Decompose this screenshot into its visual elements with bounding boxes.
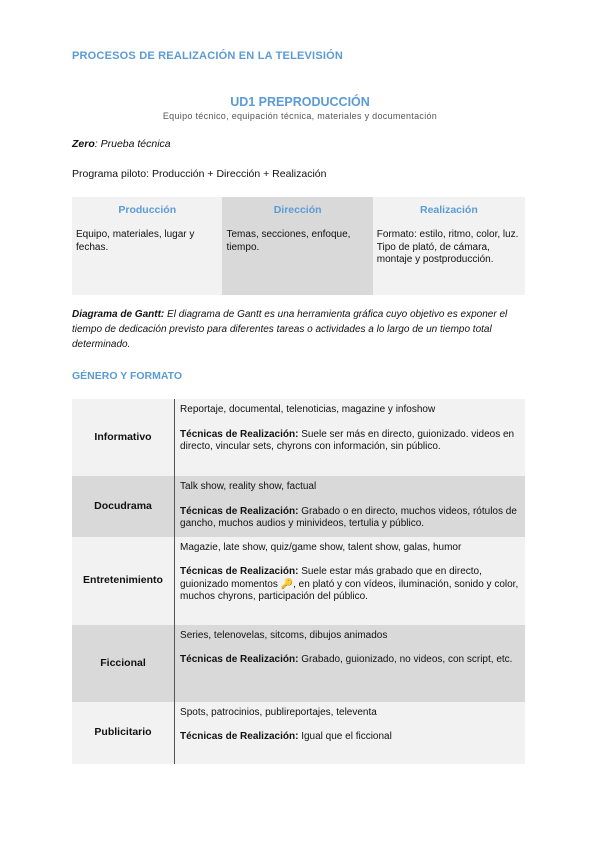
genre-heading: GÉNERO Y FORMATO — [72, 370, 183, 382]
gantt-definition — [72, 307, 532, 352]
zero-label: Zero — [72, 138, 95, 150]
roles-cell-produccion: Equipo, materiales, lugar y fechas. — [72, 223, 222, 295]
genre-techniques — [180, 506, 519, 531]
genre-techniques — [180, 731, 519, 744]
genre-description — [175, 702, 525, 764]
key-icon: 🔑 — [280, 578, 294, 590]
techniques-label: Técnicas de Realización: — [180, 566, 299, 577]
unit-subtitle: Equipo técnico, equipación técnica, materiales y documentación — [162, 111, 438, 121]
genre-name: Informativo — [94, 431, 152, 444]
genre-techniques — [180, 566, 519, 604]
gantt-text: El diagrama de Gantt es una herramienta gráfica cuyo objetivo es exponer el tiempo de dedicación previsto para diferentes tareas o actividades a lo largo de un tiempo total determinado. — [72, 309, 508, 350]
genre-formats: Talk show, reality show, factual — [180, 481, 317, 492]
genre-description — [175, 399, 525, 476]
techniques-text: , en plató y con vídeos, iluminación, sonido y color, muchos chyrons, participación del público. — [180, 578, 519, 602]
techniques-label: Técnicas de Realización: — [180, 428, 299, 440]
roles-header-direccion: Dirección — [222, 197, 372, 223]
roles-table — [72, 197, 525, 295]
table-row — [72, 702, 525, 764]
techniques-label: Técnicas de Realización: — [180, 505, 299, 517]
zero-text: : Prueba técnica — [94, 138, 171, 150]
gantt-label: Diagrama de Gantt: — [72, 309, 165, 320]
table-row — [72, 476, 525, 537]
genre-techniques — [180, 429, 519, 454]
pilot-program: Programa piloto: Producción + Dirección + Realización — [72, 168, 327, 180]
genre-table — [72, 399, 525, 764]
roles-header-realizacion: Realización — [373, 197, 525, 223]
techniques-text: Igual que el ficcional — [298, 731, 392, 742]
table-row — [72, 625, 525, 702]
techniques-text: Suele ser más en directo, guionizado. videos en directo, vincular sets, chyrons con información, sin público. — [180, 428, 515, 452]
genre-formats: Series, telenovelas, sitcoms, dibujos animados — [180, 629, 388, 641]
genre-description — [175, 537, 525, 625]
genre-name: Entretenimiento — [83, 574, 163, 587]
genre-description — [175, 476, 525, 537]
roles-header-produccion: Producción — [72, 197, 222, 223]
roles-cell-direccion: Temas, secciones, enfoque, tiempo. — [222, 223, 372, 295]
techniques-label: Técnicas de Realización: — [180, 731, 299, 742]
genre-formats: Magazie, late show, quiz/game show, talent show, galas, humor — [180, 541, 462, 553]
course-title: PROCESOS DE REALIZACIÓN EN LA TELEVISIÓN — [72, 50, 344, 62]
techniques-text: Grabado, guionizado, no videos, con script, etc. — [298, 654, 513, 665]
genre-formats: Reportaje, documental, telenoticias, magazine y infoshow — [180, 404, 436, 415]
genre-name: Ficcional — [100, 656, 146, 669]
techniques-text: Grabado o en directo, muchos videos, rótulos de gancho, muchos audios y minivideos, tertulia y público. — [180, 505, 517, 529]
table-row — [72, 537, 525, 625]
genre-techniques — [180, 654, 519, 667]
techniques-text: Suele estar más grabado que en directo, guionizado momentos — [180, 566, 482, 590]
genre-formats: Spots, patrocinios, publireportajes, televenta — [180, 706, 377, 718]
unit-title: UD1 PREPRODUCCIÓN — [230, 95, 370, 109]
roles-cell-realizacion: Formato: estilo, ritmo, color, luz. Tipo de plató, de cámara, montaje y postproducción. — [373, 223, 525, 295]
zero-definition — [72, 138, 171, 150]
genre-description — [175, 625, 525, 702]
genre-name: Publicitario — [94, 726, 152, 739]
techniques-label: Técnicas de Realización: — [180, 654, 299, 665]
table-row — [72, 399, 525, 476]
genre-name: Docudrama — [94, 500, 152, 512]
